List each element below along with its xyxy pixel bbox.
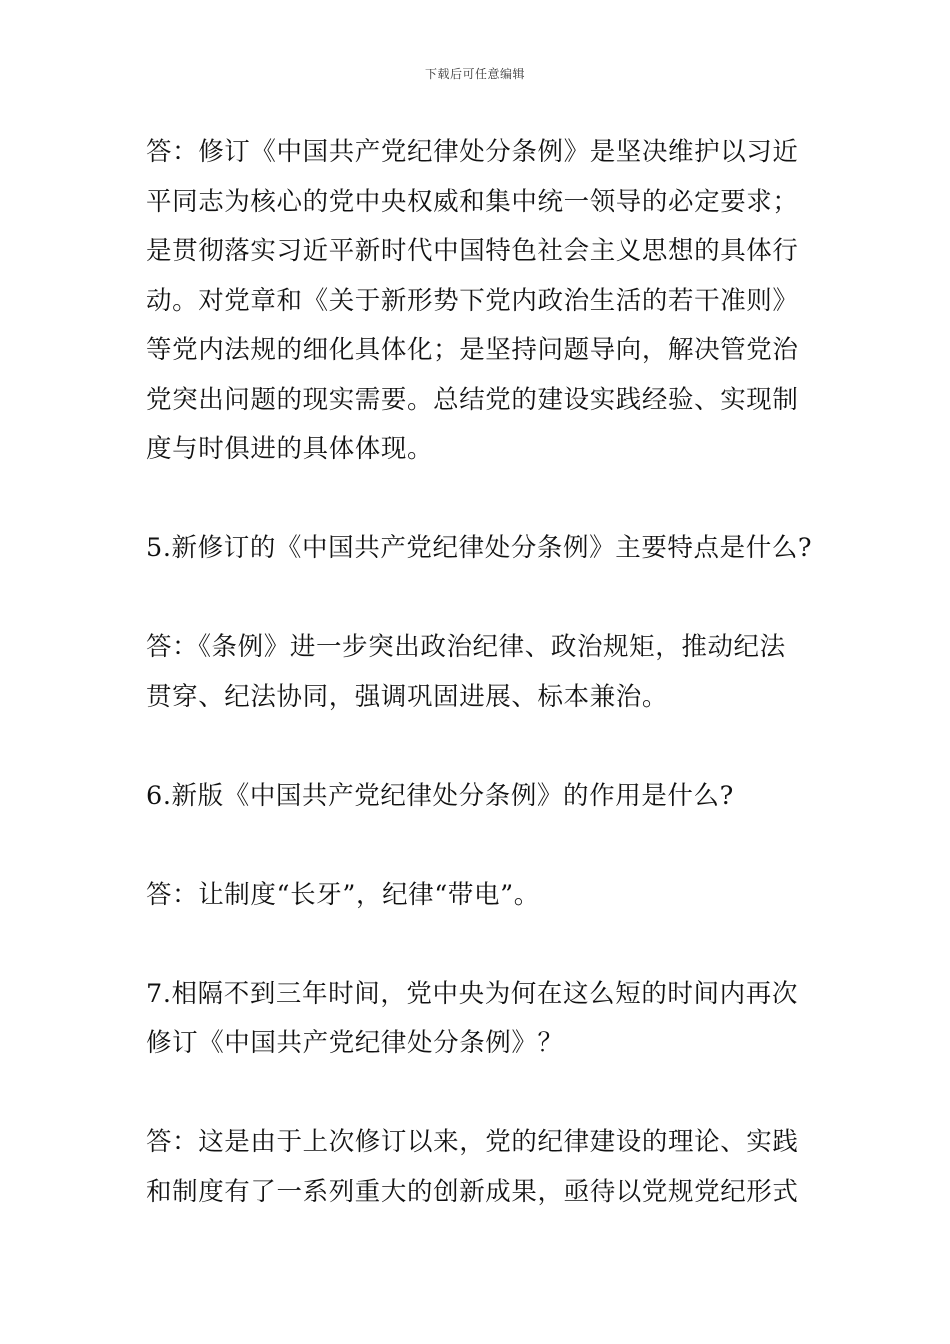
text-line: 答：修订《中国共产党纪律处分条例》是坚决维护以习近 — [146, 137, 799, 167]
answer-paragraph — [146, 1118, 810, 1217]
text-line: 答：《条例》进一步突出政治纪律、政治规矩，推动纪法 — [146, 632, 786, 662]
text-line: 平同志为核心的党中央权威和集中统一领导的必定要求； — [146, 186, 799, 217]
text-line: 和制度有了一系列重大的创新成果，亟待以党规党纪形式 — [146, 1176, 799, 1207]
answer-paragraph — [146, 128, 810, 475]
question-paragraph — [146, 772, 810, 822]
text-line: 7.相隔不到三年时间，党中央为何在这么短的时间内再次 — [146, 978, 798, 1009]
question-paragraph — [146, 970, 810, 1069]
text-line: 是贯彻落实习近平新时代中国特色社会主义思想的具体行 — [146, 236, 799, 266]
text-line: 修订《中国共产党纪律处分条例》？ — [146, 1028, 564, 1058]
paragraph-gap — [146, 821, 810, 871]
paragraph-gap — [146, 475, 810, 525]
answer-paragraph — [146, 871, 810, 921]
text-line: 等党内法规的细化具体化；是坚持问题导向，解决管党治 — [146, 335, 799, 365]
text-line: 5.新修订的《中国共产党纪律处分条例》主要特点是什么? — [146, 533, 813, 563]
text-line: 答：让制度“长牙”，纪律“带电”。 — [146, 879, 540, 910]
answer-paragraph — [146, 623, 810, 722]
text-line: 6.新版《中国共产党纪律处分条例》的作用是什么? — [146, 780, 734, 811]
paragraph-gap — [146, 920, 810, 970]
header-note: 下载后可任意编辑 — [424, 67, 525, 81]
text-line: 动。对党章和《关于新形势下党内政治生活的若干准则》 — [146, 285, 799, 316]
text-line: 党突出问题的现实需要。总结党的建设实践经验、实现制 — [146, 384, 799, 415]
question-paragraph — [146, 524, 813, 574]
paragraph-gap — [146, 574, 810, 624]
paragraph-gap — [146, 1069, 810, 1119]
paragraph-gap — [146, 722, 810, 772]
text-line: 贯穿、纪法协同，强调巩固进展、标本兼治。 — [146, 681, 669, 712]
text-line: 答：这是由于上次修订以来，党的纪律建设的理论、实践 — [146, 1127, 799, 1157]
text-line: 度与时俱进的具体体现。 — [146, 434, 434, 464]
document-body — [146, 128, 813, 1217]
